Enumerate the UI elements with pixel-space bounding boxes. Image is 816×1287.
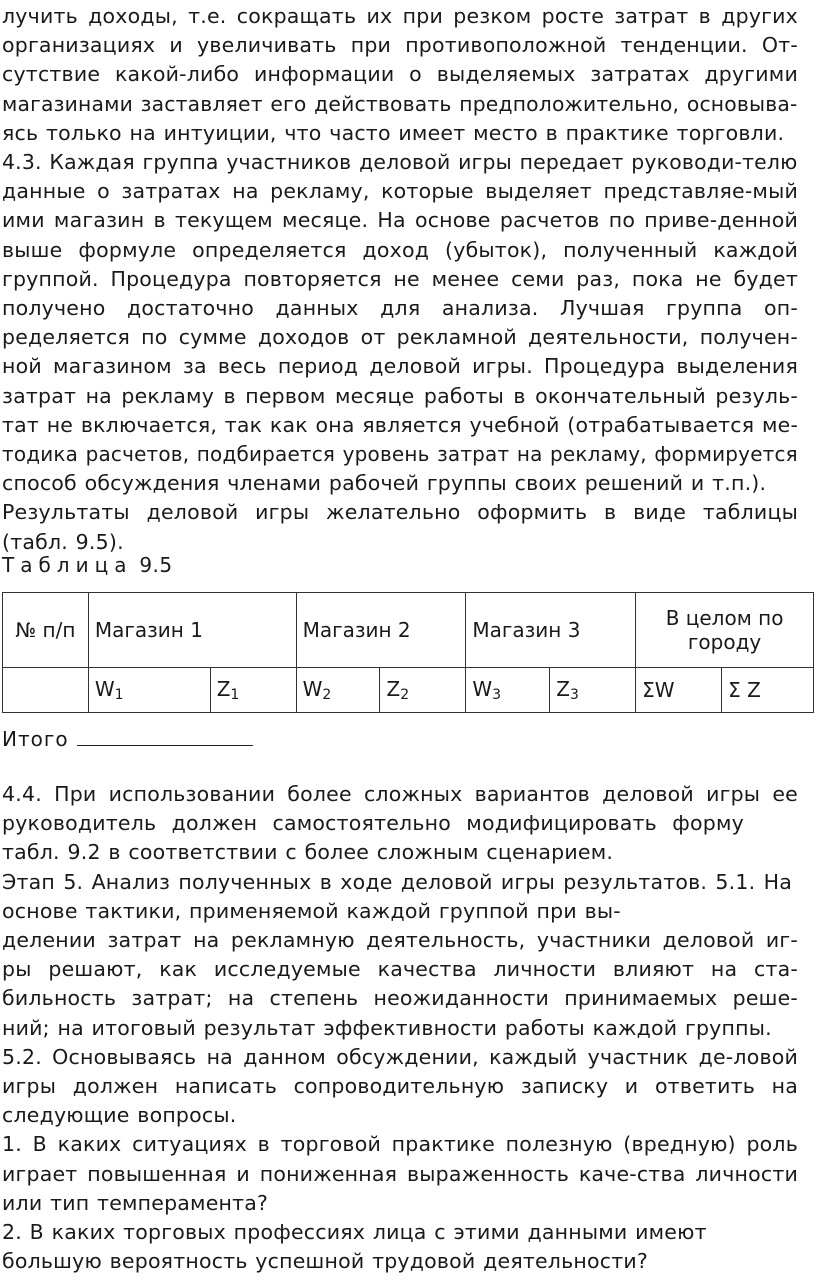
text-line: руководитель должен самостоятельно модифицировать форму: [2, 811, 744, 836]
text-line: ры решают, как исследуемые качества личности влияют на ста-: [2, 957, 798, 982]
text-line: сутствие какой-либо информации о выделяемых затратах другими: [2, 62, 798, 87]
header-shop-3: Магазин 3: [466, 593, 636, 668]
text-line: игры должен написать сопроводительную записку и ответить на: [2, 1074, 798, 1099]
table-caption-number: 9.5: [139, 553, 173, 577]
text-line: играет повышенная и пониженная выраженность каче-ства личности: [2, 1161, 798, 1186]
cell-z2: $Z_2$: [380, 668, 466, 713]
text-line: 4.4. При использовании более сложных вариантов деловой игры ее: [2, 782, 798, 806]
text-line: или тип темперамента?: [2, 1190, 269, 1215]
header-city-total: В целом по городу: [636, 593, 814, 668]
header-row-number: № п/п: [3, 593, 89, 668]
cell-w3: $W_3$: [466, 668, 550, 713]
text-line: организациях и увеличивать при противоположной тенденции. От-: [2, 33, 798, 58]
text-line: основе тактики, применяемой каждой группой при вы-: [2, 898, 621, 923]
cell-w1: $W_1$: [88, 668, 210, 713]
text-line: способ обсуждения членами рабочей группы своих решений и т.п.).: [2, 471, 767, 496]
text-line: делении затрат на рекламную деятельность, участники деловой иг-: [2, 928, 798, 953]
text-line: 2. В каких торговых профессиях лица с этими данными имеют: [2, 1220, 707, 1245]
text-line: данные о затратах на рекламу, которые выделяет представляе-мый: [2, 179, 798, 204]
header-shop-2: Магазин 2: [296, 593, 466, 668]
text-line: ний; на итоговый результат эффективности работы каждой группы.: [2, 1015, 772, 1040]
text-line: ределяется по сумме доходов от рекламной деятельности, получен-: [2, 325, 798, 350]
paragraph-4-4-and-stage-5: [2, 780, 798, 1276]
text-line: большую вероятность успешной трудовой деятельности?: [2, 1249, 648, 1274]
table-caption-word: Таблица: [2, 553, 133, 577]
paragraph-4-3: [2, 148, 798, 557]
text-line: следующие вопросы.: [2, 1103, 237, 1128]
header-shop-1: Магазин 1: [88, 593, 296, 668]
text-line: Этап 5. Анализ полученных в ходе деловой игры результатов. 5.1. На: [2, 869, 792, 894]
text-line: бильность затрат; на степень неожиданности принимаемых реше-: [2, 986, 798, 1011]
text-line: тат не включается, так как она является учебной (отрабатывается ме-: [2, 412, 799, 437]
cell-z1: $Z_1$: [210, 668, 296, 713]
empty-cell: [3, 668, 89, 713]
total-line: [2, 727, 253, 751]
text-line: Результаты деловой игры желательно оформить в виде таблицы: [2, 500, 798, 525]
text-line: 5.2. Основываясь на данном обсуждении, каждый участник де-ловой: [2, 1044, 798, 1069]
paragraph-intro: [2, 2, 798, 148]
text-line: ясь только на интуиции, что часто имеет место в практике торговли.: [2, 120, 785, 145]
text-line: получено достаточно данных для анализа. Лучшая группа оп-: [2, 296, 798, 321]
text-line: группой. Процедура повторяется не менее семи раз, пока не будет: [2, 266, 798, 291]
text-line: 4.3. Каждая группа участников деловой игры передает руководи-телю: [2, 150, 798, 174]
cell-w2: $W_2$: [296, 668, 380, 713]
results-table: [2, 592, 814, 713]
total-blank-underline: [77, 727, 253, 746]
text-line: лучить доходы, т.е. сокращать их при резком росте затрат в других: [2, 4, 798, 28]
text-line: тодика расчетов, подбирается уровень затрат на рекламу, формируется: [2, 442, 798, 467]
total-label: Итого: [2, 727, 69, 751]
text-line: затрат на рекламу в первом месяце работы в окончательный резуль-: [2, 383, 798, 408]
text-line: табл. 9.2 в соответствии с более сложным сценарием.: [2, 840, 614, 865]
text-line: магазинами заставляет его действовать предположительно, основыва-: [2, 91, 798, 116]
table-subheader-row: [3, 668, 814, 713]
table-caption: [2, 553, 173, 577]
text-line: 1. В каких ситуациях в торговой практике полезную (вредную) роль: [2, 1132, 798, 1157]
table-header-row: [3, 593, 814, 668]
text-line: ими магазин в текущем месяце. На основе расчетов по приве-денной: [2, 208, 798, 233]
cell-z3: $Z_3$: [550, 668, 636, 713]
text-line: ной магазином за весь период деловой игры. Процедура выделения: [2, 354, 798, 379]
cell-sum-z: Σ Z: [722, 668, 814, 713]
text-line: выше формуле определяется доход (убыток), полученный каждой: [2, 237, 798, 262]
cell-sum-w: ΣW: [636, 668, 722, 713]
text-line: (табл. 9.5).: [2, 529, 124, 554]
